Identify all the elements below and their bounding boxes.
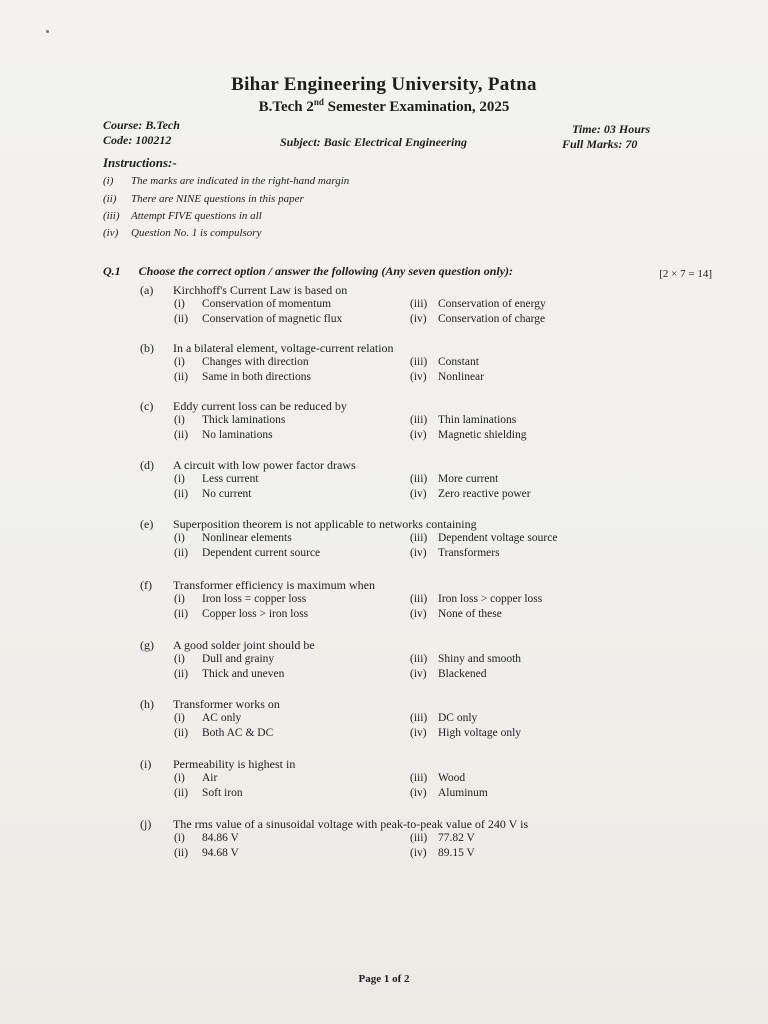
question-part-label: (f) xyxy=(140,578,152,592)
question-part xyxy=(140,398,620,441)
instruction-item xyxy=(103,193,304,205)
answer-option xyxy=(410,313,545,325)
option-number: (iii) xyxy=(410,414,428,426)
question-part-label: (b) xyxy=(140,341,154,355)
option-text: Same in both directions xyxy=(202,371,311,383)
question-part-text: Permeability is highest in xyxy=(173,757,296,771)
answer-option xyxy=(174,547,320,559)
course-label: Course: B.Tech xyxy=(103,118,180,132)
answer-option xyxy=(410,532,557,544)
option-number: (i) xyxy=(174,414,185,426)
instruction-item xyxy=(103,175,349,187)
answer-option xyxy=(174,727,273,739)
answer-option xyxy=(410,429,526,441)
option-number: (i) xyxy=(174,832,185,844)
option-number: (iii) xyxy=(410,356,428,368)
option-text: None of these xyxy=(438,608,502,620)
answer-option xyxy=(174,593,306,605)
instructions-heading: Instructions:- xyxy=(103,155,177,170)
instruction-num: (i) xyxy=(103,175,114,187)
option-number: (iv) xyxy=(410,488,427,500)
option-text: More current xyxy=(438,473,499,485)
answer-option xyxy=(410,727,521,739)
option-number: (iv) xyxy=(410,668,427,680)
option-text: High voltage only xyxy=(438,727,522,739)
exam-title-part1: B.Tech 2 xyxy=(258,99,314,115)
answer-option xyxy=(410,356,479,368)
question-part-stem xyxy=(140,696,620,712)
option-number: (i) xyxy=(174,712,185,724)
option-text: Dull and grainy xyxy=(202,653,275,665)
answer-option xyxy=(410,772,465,784)
question-1-heading xyxy=(103,264,513,279)
option-number: (i) xyxy=(174,298,185,310)
option-number: (iii) xyxy=(410,593,428,605)
option-text: Conservation of charge xyxy=(438,313,546,325)
subject-label: Subject: Basic Electrical Engineering xyxy=(280,135,468,149)
answer-option xyxy=(410,371,484,383)
option-text: Nonlinear xyxy=(438,371,484,383)
question-part-text: Transformer efficiency is maximum when xyxy=(173,578,375,592)
question-part xyxy=(140,637,620,680)
question-part-stem xyxy=(140,637,620,653)
question-part-stem xyxy=(140,756,620,772)
time-label: Time: 03 Hours xyxy=(572,122,651,136)
answer-option xyxy=(410,847,475,859)
question-part-text: A circuit with low power factor draws xyxy=(173,458,356,472)
answer-option xyxy=(174,532,292,544)
option-number: (ii) xyxy=(174,668,189,680)
question-part-stem xyxy=(140,577,620,593)
answer-option xyxy=(410,653,521,665)
instruction-text: The marks are indicated in the right-hand margin xyxy=(131,175,350,187)
option-text: Both AC & DC xyxy=(202,727,274,739)
option-number: (iv) xyxy=(410,847,427,859)
option-text: Nonlinear elements xyxy=(202,532,292,544)
option-text: Conservation of magnetic flux xyxy=(202,313,343,325)
option-text: 94.68 V xyxy=(202,847,239,859)
speck xyxy=(46,30,49,33)
option-text: Changes with direction xyxy=(202,356,309,368)
answer-option xyxy=(174,847,239,859)
question-part-text: Kirchhoff's Current Law is based on xyxy=(173,283,348,297)
option-number: (ii) xyxy=(174,371,189,383)
question-text: Choose the correct option / answer the following (Any seven question only): xyxy=(138,264,514,278)
question-part-label: (j) xyxy=(140,817,152,831)
option-text: Constant xyxy=(438,356,479,368)
option-text: Thick laminations xyxy=(202,414,286,426)
question-part-label: (a) xyxy=(140,283,154,297)
option-number: (iii) xyxy=(410,832,428,844)
option-text: No laminations xyxy=(202,429,273,441)
answer-option xyxy=(410,298,546,310)
instruction-text: Attempt FIVE questions in all xyxy=(131,210,262,222)
answer-option xyxy=(174,787,243,799)
answer-option xyxy=(174,298,331,310)
option-text: DC only xyxy=(438,712,478,724)
instruction-num: (ii) xyxy=(103,193,117,205)
option-number: (i) xyxy=(174,356,185,368)
question-part-stem xyxy=(140,340,620,356)
option-number: (iv) xyxy=(410,787,427,799)
answer-option xyxy=(174,371,311,383)
exam-title-sup: nd xyxy=(313,97,324,107)
option-text: No current xyxy=(202,488,252,500)
option-number: (iv) xyxy=(410,608,427,620)
instruction-item xyxy=(103,227,261,239)
option-number: (iv) xyxy=(410,547,427,559)
answer-option xyxy=(174,653,274,665)
answer-option xyxy=(410,787,488,799)
option-text: Less current xyxy=(202,473,259,485)
option-number: (iii) xyxy=(410,532,428,544)
option-text: Conservation of energy xyxy=(438,298,546,310)
option-text: Dependent voltage source xyxy=(438,532,558,544)
university-title: Bihar Engineering University, Patna xyxy=(231,74,537,95)
instruction-num: (iv) xyxy=(103,227,119,239)
code-label: Code: 100212 xyxy=(103,133,172,147)
option-text: Air xyxy=(202,772,218,784)
question-part xyxy=(140,516,620,559)
answer-option xyxy=(174,668,284,680)
option-number: (i) xyxy=(174,772,185,784)
answer-option xyxy=(174,832,239,844)
question-part-stem xyxy=(140,516,620,532)
option-number: (i) xyxy=(174,473,185,485)
option-number: (i) xyxy=(174,653,185,665)
answer-option xyxy=(174,608,308,620)
page-footer: Page 1 of 2 xyxy=(358,973,410,985)
question-part-text: Eddy current loss can be reduced by xyxy=(173,399,347,413)
question-part xyxy=(140,816,620,859)
answer-option xyxy=(174,313,342,325)
exam-title xyxy=(0,97,768,116)
answer-option xyxy=(410,668,487,680)
question-part-label: (g) xyxy=(140,638,154,652)
question-part-stem xyxy=(140,457,620,473)
question-part-stem xyxy=(140,398,620,414)
question-part-label: (e) xyxy=(140,517,154,531)
option-text: Magnetic shielding xyxy=(438,429,527,441)
question-part-text: Superposition theorem is not applicable to networks containing xyxy=(173,517,477,531)
answer-option xyxy=(174,414,285,426)
question-part xyxy=(140,696,620,739)
answer-option xyxy=(174,473,259,485)
option-text: Iron loss = copper loss xyxy=(202,593,307,605)
answer-option xyxy=(174,488,252,500)
option-number: (ii) xyxy=(174,787,189,799)
option-text: 84.86 V xyxy=(202,832,239,844)
question-part-label: (d) xyxy=(140,458,154,472)
option-text: AC only xyxy=(202,712,242,724)
question-part-label: (i) xyxy=(140,757,152,771)
question-part-text: The rms value of a sinusoidal voltage with peak-to-peak value of 240 V is xyxy=(173,817,529,831)
question-marks: [2 × 7 = 14] xyxy=(659,268,712,280)
option-text: Iron loss > copper loss xyxy=(438,593,543,605)
question-part-text: Transformer works on xyxy=(173,697,280,711)
answer-option xyxy=(410,593,542,605)
option-number: (i) xyxy=(174,593,185,605)
option-number: (ii) xyxy=(174,847,189,859)
option-number: (ii) xyxy=(174,313,189,325)
question-part xyxy=(140,577,620,620)
answer-option xyxy=(174,356,309,368)
option-number: (ii) xyxy=(174,488,189,500)
option-number: (iii) xyxy=(410,712,428,724)
answer-option xyxy=(410,608,502,620)
question-part-label: (c) xyxy=(140,399,154,413)
full-marks-label: Full Marks: 70 xyxy=(562,137,638,151)
option-text: Thin laminations xyxy=(438,414,517,426)
answer-option xyxy=(410,832,475,844)
instruction-item xyxy=(103,210,262,222)
answer-option xyxy=(410,414,516,426)
option-number: (ii) xyxy=(174,727,189,739)
option-text: Wood xyxy=(438,772,466,784)
question-part-text: A good solder joint should be xyxy=(173,638,315,652)
option-number: (ii) xyxy=(174,429,189,441)
question-part-stem xyxy=(140,816,620,832)
option-number: (i) xyxy=(174,532,185,544)
option-text: Transformers xyxy=(438,547,500,559)
exam-title-part2: Semester Examination, 2025 xyxy=(323,99,510,115)
option-text: Conservation of momentum xyxy=(202,298,332,310)
question-part-stem xyxy=(140,282,620,298)
option-number: (iii) xyxy=(410,653,428,665)
option-text: Thick and uneven xyxy=(202,668,285,680)
option-number: (iii) xyxy=(410,298,428,310)
option-text: Dependent current source xyxy=(202,547,321,559)
option-number: (ii) xyxy=(174,547,189,559)
answer-option xyxy=(410,473,498,485)
question-part xyxy=(140,756,620,799)
question-part xyxy=(140,457,620,500)
question-part xyxy=(140,282,620,325)
question-part xyxy=(140,340,620,383)
instruction-text: Question No. 1 is compulsory xyxy=(131,227,262,239)
option-text: Soft iron xyxy=(202,787,243,799)
option-text: 77.82 V xyxy=(438,832,475,844)
option-number: (iv) xyxy=(410,429,427,441)
option-number: (iv) xyxy=(410,371,427,383)
instruction-text: There are NINE questions in this paper xyxy=(131,193,304,205)
question-part-label: (h) xyxy=(140,697,154,711)
question-part-text: In a bilateral element, voltage-current relation xyxy=(173,341,394,355)
answer-option xyxy=(174,712,241,724)
answer-option xyxy=(410,488,531,500)
option-number: (iii) xyxy=(410,473,428,485)
option-number: (iii) xyxy=(410,772,428,784)
question-number: Q.1 xyxy=(103,264,121,278)
instruction-num: (iii) xyxy=(103,210,120,222)
option-text: 89.15 V xyxy=(438,847,475,859)
answer-option xyxy=(410,547,500,559)
option-text: Zero reactive power xyxy=(438,488,531,500)
option-text: Copper loss > iron loss xyxy=(202,608,309,620)
answer-option xyxy=(174,772,217,784)
option-number: (iv) xyxy=(410,727,427,739)
option-text: Shiny and smooth xyxy=(438,653,522,665)
answer-option xyxy=(174,429,273,441)
option-text: Aluminum xyxy=(438,787,488,799)
option-text: Blackened xyxy=(438,668,487,680)
answer-option xyxy=(410,712,477,724)
option-number: (iv) xyxy=(410,313,427,325)
option-number: (ii) xyxy=(174,608,189,620)
